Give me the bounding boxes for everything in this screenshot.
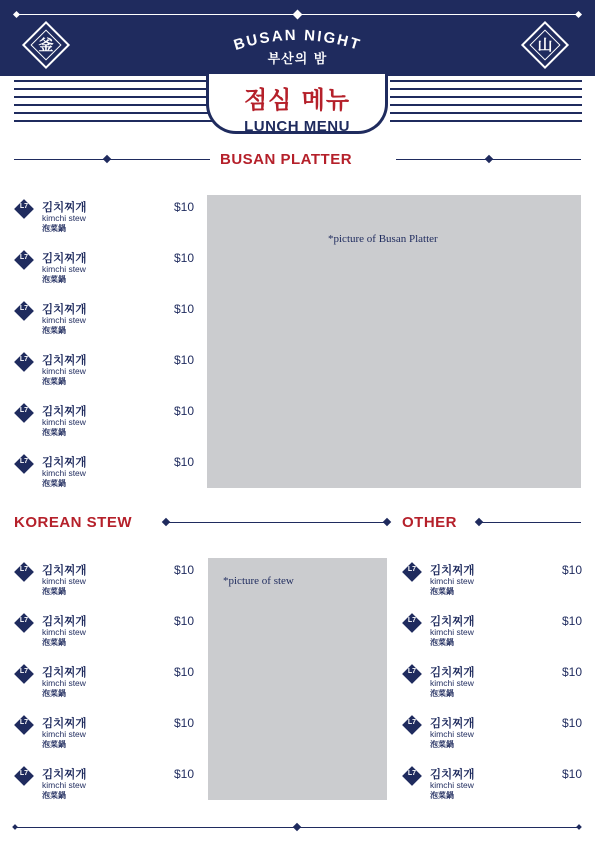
item-code: L7 (407, 566, 417, 573)
item-name-korean: 김치찌개 (430, 665, 475, 679)
item-code: L7 (19, 305, 29, 312)
item-name-korean: 김치찌개 (42, 767, 87, 781)
item-name-korean: 김치찌개 (42, 404, 87, 418)
divider-diamond (485, 155, 493, 163)
item-price: $10 (173, 353, 194, 367)
item-name-english: kimchi stew (42, 780, 86, 790)
item-code: L7 (407, 770, 417, 777)
stew-photo-placeholder (208, 558, 387, 800)
section-title-busan-platter: BUSAN PLATTER (220, 151, 353, 168)
menu-item (402, 766, 582, 802)
item-name-korean: 김치찌개 (42, 251, 87, 265)
divider-diamond (162, 518, 170, 526)
item-name-english: kimchi stew (430, 780, 474, 790)
menu-item (14, 454, 194, 490)
item-price: $10 (173, 251, 194, 265)
item-name-chinese: 泡菜鍋 (42, 275, 66, 284)
item-price: $10 (173, 665, 194, 679)
divider-diamond (103, 155, 111, 163)
item-price: $10 (561, 665, 582, 679)
item-code: L7 (19, 356, 29, 363)
divider-line (14, 159, 210, 160)
menu-item (402, 664, 582, 700)
item-code: L7 (19, 719, 29, 726)
item-code: L7 (19, 617, 29, 624)
item-name-english: kimchi stew (430, 627, 474, 637)
menu-item (402, 562, 582, 598)
item-name-korean: 김치찌개 (430, 767, 475, 781)
item-name-korean: 김치찌개 (42, 614, 87, 628)
item-price: $10 (561, 614, 582, 628)
item-price: $10 (173, 563, 194, 577)
item-name-korean: 김치찌개 (430, 563, 475, 577)
menu-item (14, 613, 194, 649)
footer-dot-left (12, 824, 18, 830)
item-name-english: kimchi stew (430, 678, 474, 688)
item-name-english: kimchi stew (42, 627, 86, 637)
menu-item (14, 301, 194, 337)
item-name-english: kimchi stew (42, 678, 86, 688)
item-name-korean: 김치찌개 (42, 302, 87, 316)
item-name-english: kimchi stew (42, 729, 86, 739)
item-code: L7 (407, 617, 417, 624)
item-name-chinese: 泡菜鍋 (42, 479, 66, 488)
item-name-chinese: 泡菜鍋 (42, 377, 66, 386)
divider-diamond (383, 518, 391, 526)
menu-item (14, 562, 194, 598)
item-name-english: kimchi stew (42, 264, 86, 274)
item-price: $10 (173, 455, 194, 469)
item-name-chinese: 泡菜鍋 (42, 740, 66, 749)
item-name-chinese: 泡菜鍋 (42, 326, 66, 335)
item-name-korean: 김치찌개 (430, 716, 475, 730)
left-stripes (14, 80, 214, 128)
item-price: $10 (561, 767, 582, 781)
menu-item (402, 613, 582, 649)
item-price: $10 (173, 404, 194, 418)
item-name-english: kimchi stew (430, 729, 474, 739)
menu-item (14, 403, 194, 439)
brand-name-ko: 부산의 밤 (267, 52, 328, 67)
item-name-chinese: 泡菜鍋 (42, 428, 66, 437)
title-english: LUNCH MENU (244, 118, 350, 135)
section-title-korean-stew: KOREAN STEW (14, 514, 132, 531)
menu-item (14, 250, 194, 286)
item-code: L7 (19, 254, 29, 261)
item-name-chinese: 泡菜鍋 (42, 638, 66, 647)
item-name-chinese: 泡菜鍋 (42, 587, 66, 596)
item-name-chinese: 泡菜鍋 (430, 689, 454, 698)
menu-item (14, 715, 194, 751)
item-code: L7 (19, 203, 29, 210)
item-price: $10 (561, 563, 582, 577)
item-code: L7 (407, 719, 417, 726)
item-name-korean: 김치찌개 (42, 353, 87, 367)
item-name-chinese: 泡菜鍋 (430, 740, 454, 749)
item-name-english: kimchi stew (42, 417, 86, 427)
item-price: $10 (173, 200, 194, 214)
left-emblem-logo: 釜 (38, 36, 54, 54)
right-emblem-logo: 山 (537, 36, 553, 54)
item-name-english: kimchi stew (430, 576, 474, 586)
menu-item (14, 352, 194, 388)
menu-item (14, 766, 194, 802)
item-name-chinese: 泡菜鍋 (42, 689, 66, 698)
item-name-chinese: 泡菜鍋 (42, 791, 66, 800)
item-name-english: kimchi stew (42, 576, 86, 586)
title-korean: 점심 메뉴 (243, 86, 351, 114)
item-code: L7 (19, 770, 29, 777)
brand-name-en: BUSAN NIGHT (231, 26, 364, 55)
item-name-korean: 김치찌개 (42, 716, 87, 730)
item-code: L7 (19, 566, 29, 573)
item-name-korean: 김치찌개 (42, 455, 87, 469)
divider-line (476, 522, 581, 523)
item-price: $10 (173, 614, 194, 628)
item-name-chinese: 泡菜鍋 (430, 791, 454, 800)
item-name-english: kimchi stew (42, 468, 86, 478)
item-code: L7 (19, 668, 29, 675)
section-title-other: OTHER (402, 514, 457, 531)
menu-item (14, 664, 194, 700)
item-name-english: kimchi stew (42, 366, 86, 376)
divider-diamond (475, 518, 483, 526)
item-price: $10 (173, 302, 194, 316)
item-price: $10 (173, 767, 194, 781)
item-name-korean: 김치찌개 (42, 563, 87, 577)
footer-dot-right (576, 824, 582, 830)
item-name-english: kimchi stew (42, 315, 86, 325)
item-name-english: kimchi stew (42, 213, 86, 223)
item-price: $10 (173, 716, 194, 730)
item-code: L7 (407, 668, 417, 675)
item-name-chinese: 泡菜鍋 (42, 224, 66, 233)
item-code: L7 (19, 458, 29, 465)
item-name-chinese: 泡菜鍋 (430, 638, 454, 647)
right-stripes (390, 80, 582, 128)
item-price: $10 (561, 716, 582, 730)
item-name-korean: 김치찌개 (430, 614, 475, 628)
busan-platter-photo-label: *picture of Busan Platter (328, 233, 438, 245)
item-name-korean: 김치찌개 (42, 200, 87, 214)
divider-line (164, 522, 388, 523)
menu-item (14, 199, 194, 235)
item-name-chinese: 泡菜鍋 (430, 587, 454, 596)
stew-photo-label: *picture of stew (223, 575, 294, 587)
item-code: L7 (19, 407, 29, 414)
footer-diamond (293, 823, 301, 831)
item-name-korean: 김치찌개 (42, 665, 87, 679)
menu-item (402, 715, 582, 751)
